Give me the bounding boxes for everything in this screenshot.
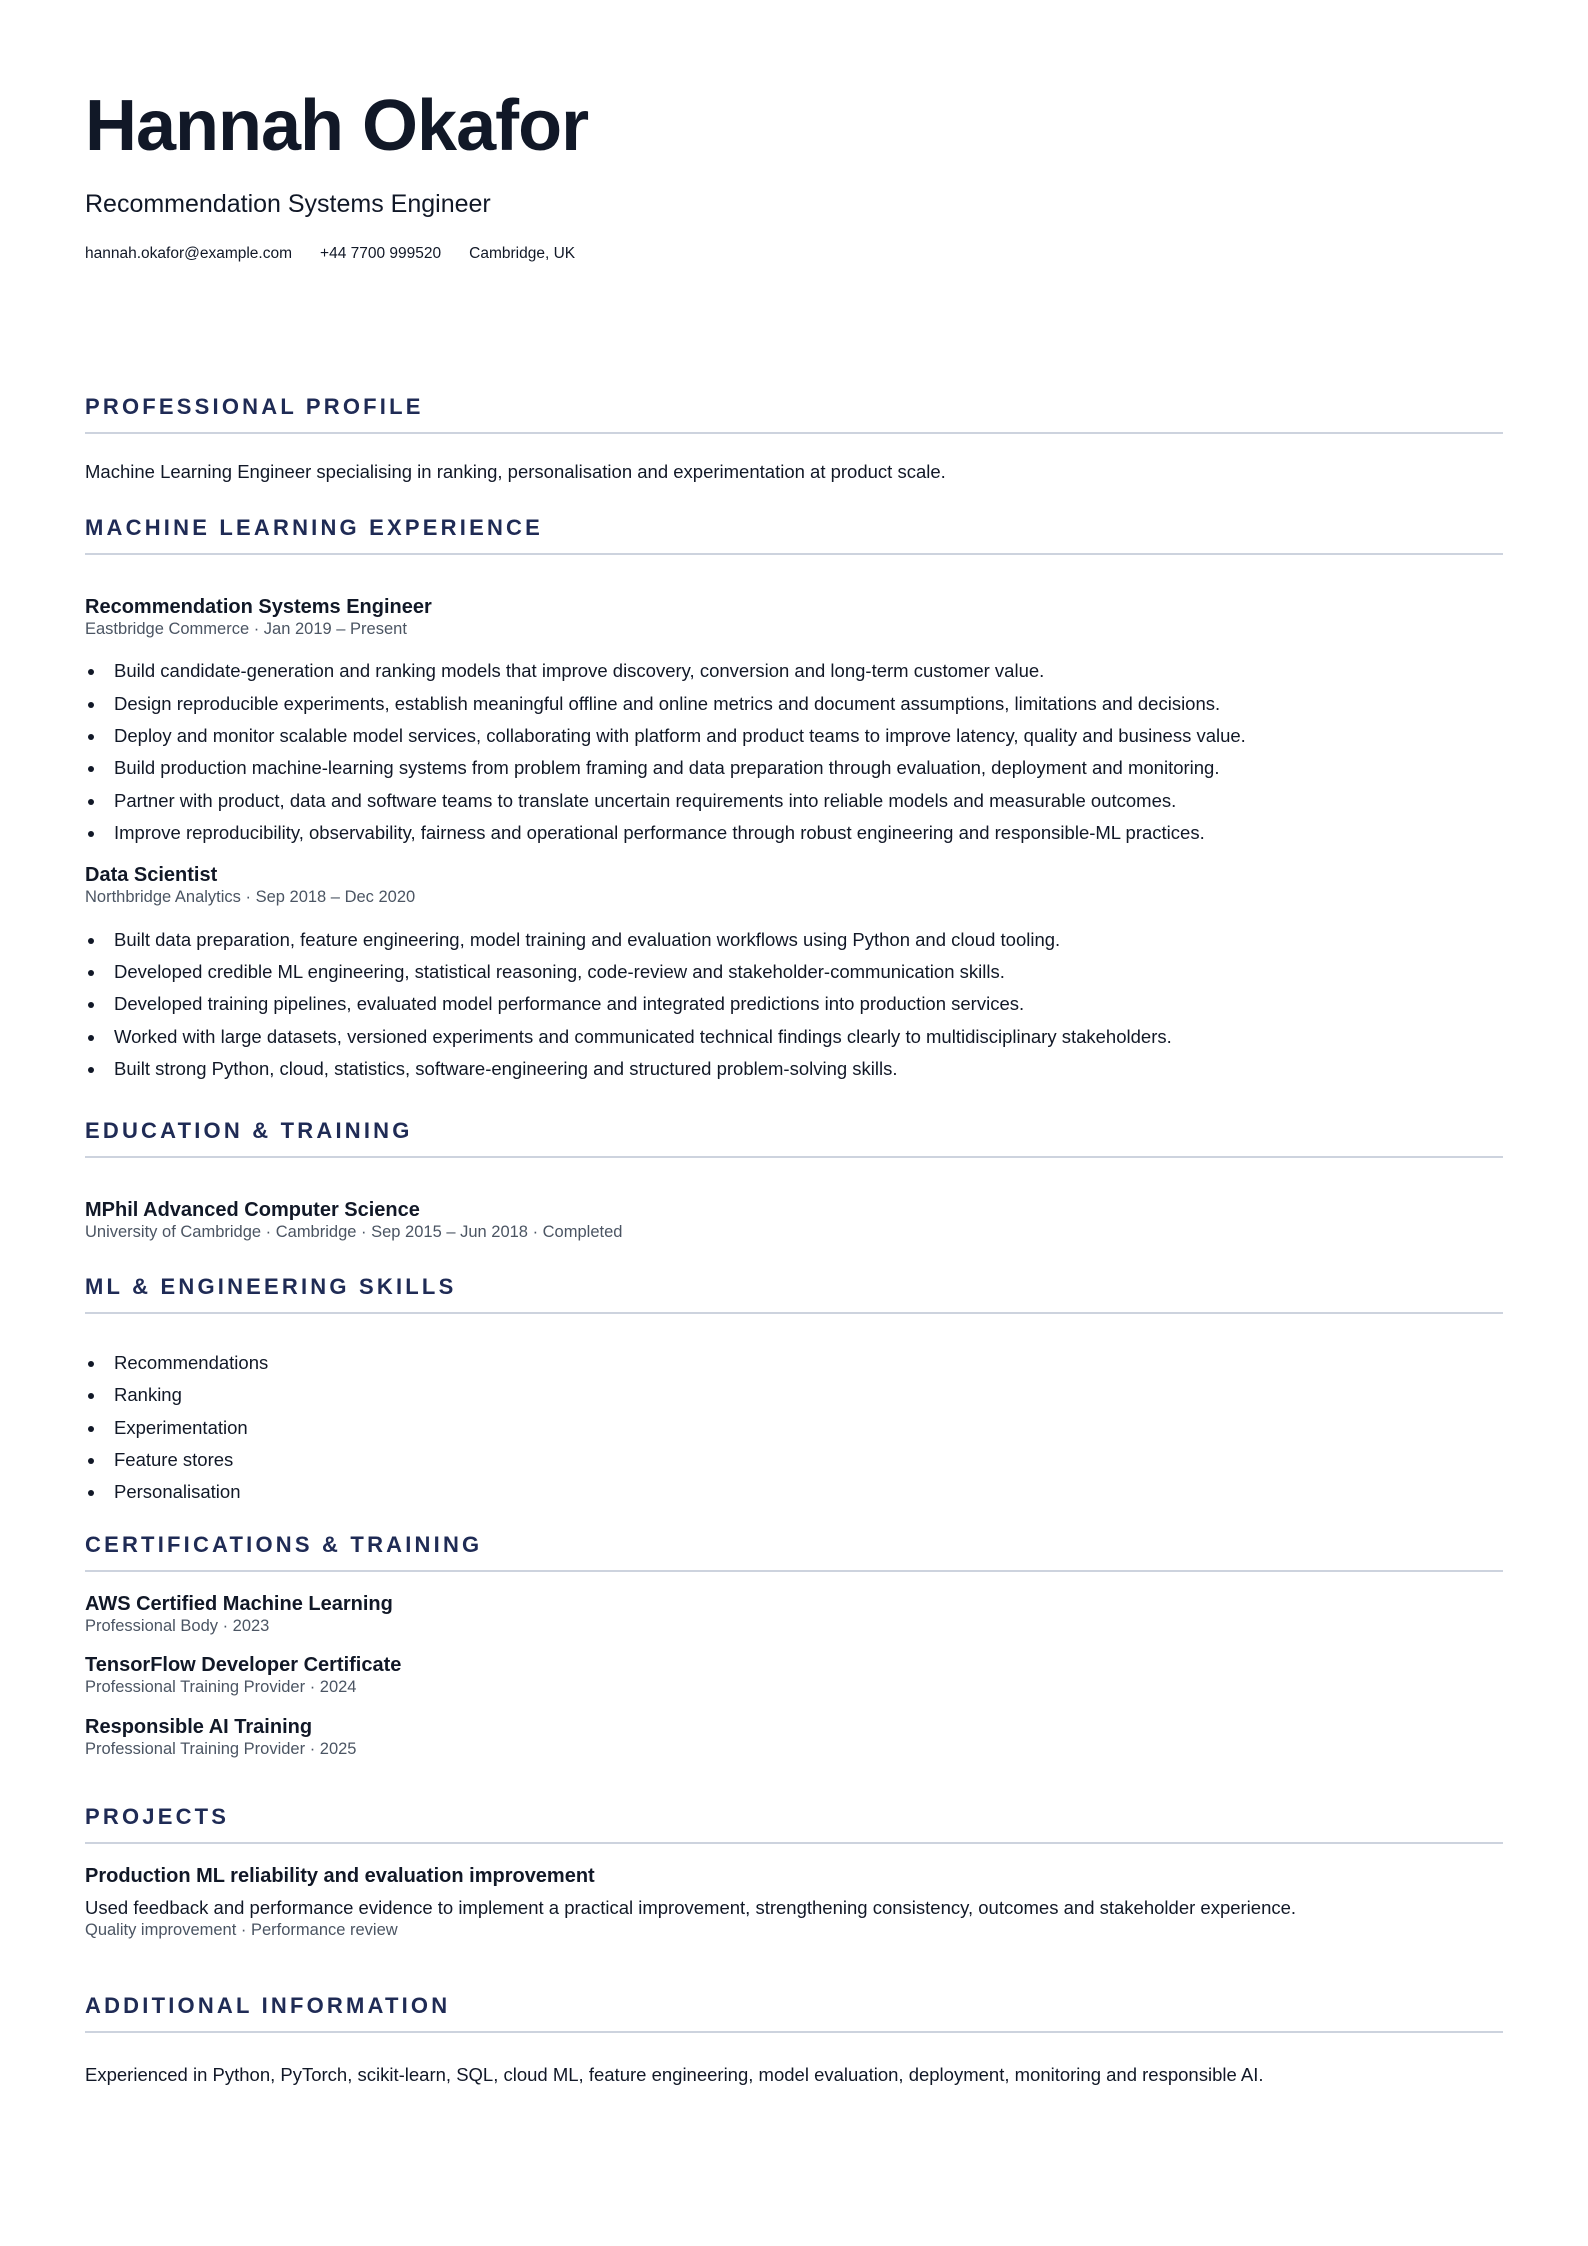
job-bullets (85, 924, 1503, 1085)
job-role: Recommendation Systems Engineer (85, 596, 432, 618)
list-item: Developed credible ML engineering, statistical reasoning, code-review and stakeholder-communication skills. (114, 956, 1503, 988)
section-title: PROFESSIONAL PROFILE (85, 394, 424, 419)
list-item: Recommendations (114, 1347, 1503, 1379)
education-section (85, 1120, 1503, 1243)
list-item: Feature stores (114, 1444, 1503, 1476)
degree-meta: University of Cambridge · Cambridge · Sep 2015 – Jun 2018 · Completed (85, 1223, 623, 1241)
skills-list (85, 1347, 1503, 1508)
section-divider (85, 1156, 1503, 1158)
list-item: Developed training pipelines, evaluated model performance and integrated predictions into production services. (114, 988, 1503, 1020)
section-title: CERTIFICATIONS & TRAINING (85, 1532, 483, 1557)
certification-name: AWS Certified Machine Learning (85, 1593, 393, 1615)
list-item: Improve reproducibility, observability, fairness and operational performance through robust engineering and responsible-ML practices. (114, 817, 1503, 849)
additional-section (85, 1995, 1503, 2087)
section-title: ADDITIONAL INFORMATION (85, 1993, 451, 2018)
certification-meta: Professional Training Provider · 2024 (85, 1678, 357, 1697)
certification-meta: Professional Body · 2023 (85, 1617, 270, 1635)
section-title: MACHINE LEARNING EXPERIENCE (85, 515, 543, 540)
project-name: Production ML reliability and evaluation improvement (85, 1865, 595, 1887)
candidate-headline: Recommendation Systems Engineer (85, 190, 491, 218)
section-title: ML & ENGINEERING SKILLS (85, 1274, 457, 1299)
contact-phone: +44 7700 999520 (320, 245, 442, 262)
job-entry (85, 595, 1503, 849)
certification-entry (85, 1592, 1503, 1637)
project-entry (85, 1864, 1503, 1941)
list-item: Build production machine-learning systems from problem framing and data preparation through evaluation, deployment and monitoring. (114, 752, 1503, 784)
contact-email: hannah.okafor@example.com (85, 245, 293, 262)
section-title: PROJECTS (85, 1804, 230, 1829)
degree-name: MPhil Advanced Computer Science (85, 1199, 420, 1221)
education-entry (85, 1198, 1503, 1243)
additional-text: Experienced in Python, PyTorch, scikit-learn, SQL, cloud ML, feature engineering, model evaluation, deployment, monitoring and responsible AI. (85, 2064, 1264, 2085)
certification-name: Responsible AI Training (85, 1715, 313, 1738)
section-divider (85, 553, 1503, 555)
list-item: Ranking (114, 1379, 1503, 1411)
project-tags: Quality improvement · Performance review (85, 1921, 398, 1940)
certification-entry (85, 1715, 1503, 1760)
list-item: Experimentation (114, 1412, 1503, 1444)
list-item: Deploy and monitor scalable model services, collaborating with platform and product teams to improve latency, quality and business value. (114, 720, 1503, 752)
job-meta: Northbridge Analytics · Sep 2018 – Dec 2020 (85, 888, 416, 907)
list-item: Partner with product, data and software teams to translate uncertain requirements into reliable models and measurable outcomes. (114, 785, 1503, 817)
skills-section (85, 1276, 1503, 1508)
list-item: Built data preparation, feature engineering, model training and evaluation workflows using Python and cloud tooling. (114, 924, 1503, 956)
list-item: Build candidate-generation and ranking models that improve discovery, conversion and long-term customer value. (114, 655, 1503, 687)
certification-entry (85, 1653, 1503, 1698)
candidate-name: Hannah Okafor (85, 86, 589, 166)
certification-name: TensorFlow Developer Certificate (85, 1654, 402, 1677)
list-item: Design reproducible experiments, establish meaningful offline and online metrics and document assumptions, limitations and decisions. (114, 688, 1503, 720)
section-divider (85, 432, 1503, 434)
job-entry (85, 863, 1503, 1085)
job-bullets (85, 655, 1503, 849)
certification-meta: Professional Training Provider · 2025 (85, 1739, 357, 1758)
certifications-section (85, 1534, 1503, 1760)
list-item: Worked with large datasets, versioned experiments and communicated technical findings clearly to multidisciplinary stakeholders. (114, 1021, 1503, 1053)
section-divider (85, 1570, 1503, 1572)
list-item: Personalisation (114, 1476, 1503, 1508)
contact-row (85, 245, 575, 263)
job-role: Data Scientist (85, 864, 218, 887)
experience-section (85, 517, 1503, 1085)
list-item: Built strong Python, cloud, statistics, software-engineering and structured problem-solving skills. (114, 1053, 1503, 1085)
profile-section (85, 396, 1503, 484)
contact-location: Cambridge, UK (469, 245, 576, 262)
section-divider (85, 1312, 1503, 1314)
section-divider (85, 1842, 1503, 1844)
job-meta: Eastbridge Commerce · Jan 2019 – Present (85, 620, 407, 638)
profile-text: Machine Learning Engineer specialising in ranking, personalisation and experimentation at product scale. (85, 461, 946, 482)
projects-section (85, 1806, 1503, 1941)
section-divider (85, 2031, 1503, 2033)
project-description: Used feedback and performance evidence to implement a practical improvement, strengthening consistency, outcomes and stakeholder experience. (85, 1897, 1297, 1918)
section-title: EDUCATION & TRAINING (85, 1118, 413, 1143)
